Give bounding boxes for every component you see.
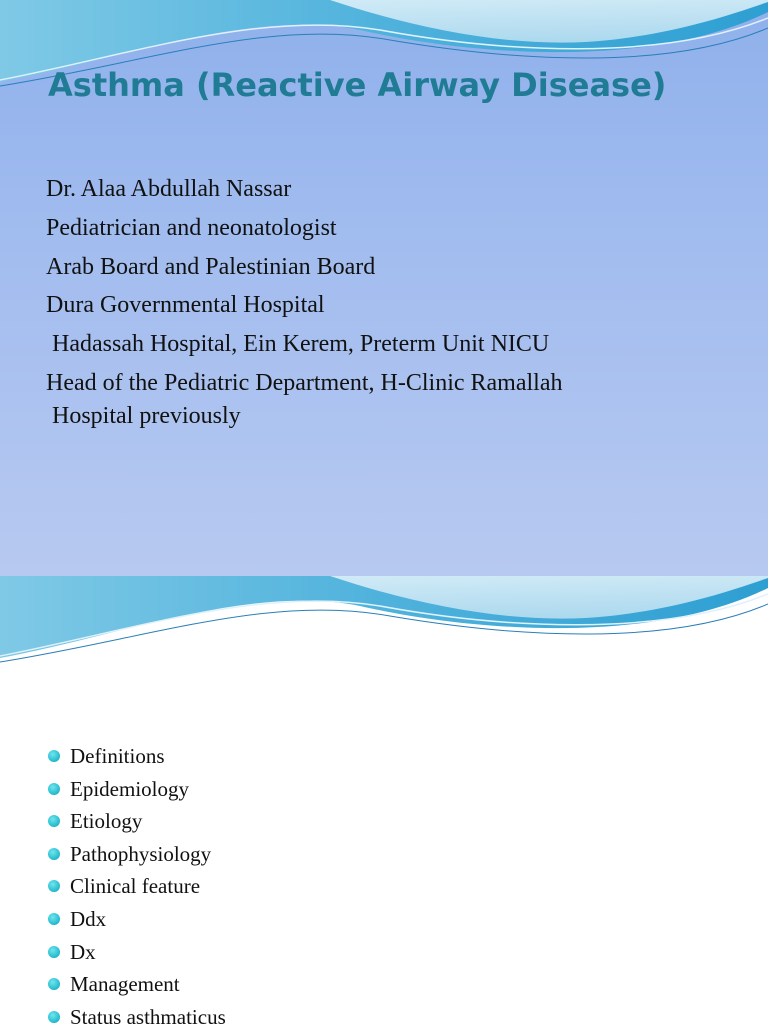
list-item-text: Etiology [70,809,143,834]
list-item [46,939,226,972]
list-item [46,841,226,874]
list-item [46,906,226,939]
bullet-dot-icon [48,750,60,762]
list-item-text: Status asthmaticus [70,1004,226,1024]
list-item [46,743,226,776]
list-item [46,808,226,841]
presenter-head-line-continued: Hospital previously [46,402,241,429]
presenter-name: Dr. Alaa Abdullah Nassar [46,176,292,202]
list-item-text: Management [70,972,180,997]
bullet-dot-icon [48,848,60,860]
list-item-text: Clinical feature [70,874,201,899]
bullet-dot-icon [48,1011,60,1023]
list-item-text: Dx [70,939,96,964]
header-wave-decoration [0,576,768,671]
list-item-text: Ddx [70,906,107,931]
presenter-info [46,170,563,436]
list-item-text: Epidemiology [70,776,189,801]
presenter-board: Arab Board and Palestinian Board [46,253,376,280]
list-item [46,776,226,809]
bullet-dot-icon [48,815,60,827]
bullet-dot-icon [48,880,60,892]
list-item [46,873,226,906]
list-item-text: Pathophysiology [70,841,212,866]
outline-list [46,743,226,1024]
presenter-hadassah: Hadassah Hospital, Ein Kerem, Preterm Unit NICU [46,331,550,358]
bullet-dot-icon [48,946,60,958]
list-item [46,971,226,1004]
slide-2 [0,576,768,1024]
bullet-dot-icon [48,978,60,990]
presenter-head-line: Head of the Pediatric Department, H-Clinic Ramallah [46,369,563,396]
presenter-hospital: Dura Governmental Hospital [46,292,325,319]
slide-title: Asthma (Reactive Airway Disease) [48,66,667,104]
list-item [46,1004,226,1024]
presenter-specialty: Pediatrician and neonatologist [46,214,337,241]
bullet-dot-icon [48,783,60,795]
bullet-dot-icon [48,913,60,925]
list-item-text: Definitions [70,744,165,768]
